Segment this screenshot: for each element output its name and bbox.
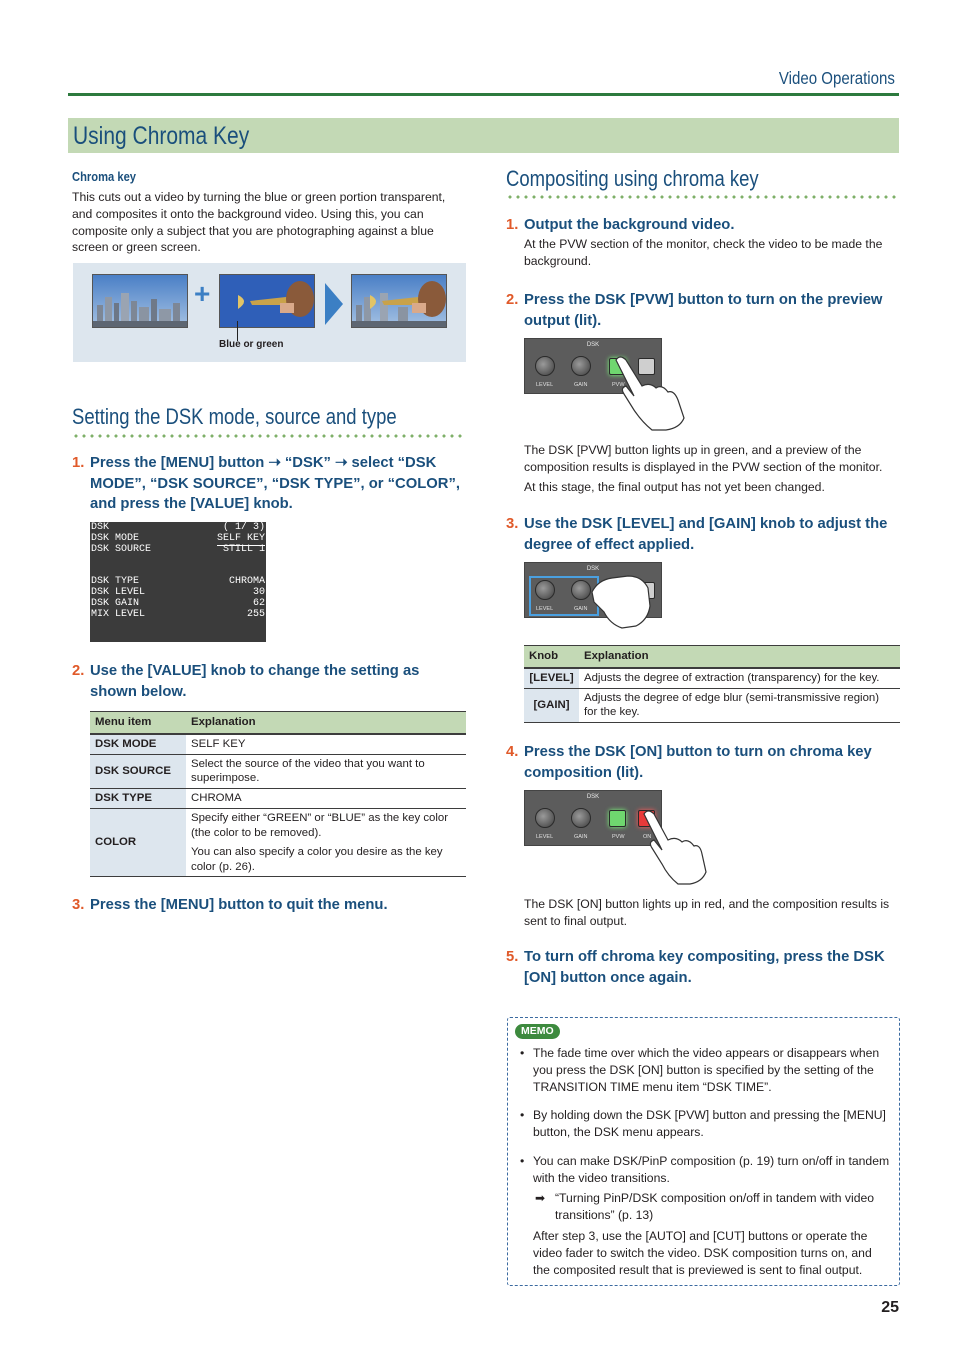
level-label: LEVEL xyxy=(536,606,554,612)
memo-text: You can make DSK/PinP composition (p. 19) turn on/off in tandem with the video transitions. xyxy=(533,1154,890,1185)
knob-cell: [GAIN] xyxy=(524,688,579,723)
table-header: Explanation xyxy=(579,646,900,668)
bullet-icon: • xyxy=(520,1154,525,1168)
table-header: Explanation xyxy=(186,712,466,734)
menu-item-cell: COLOR xyxy=(90,809,186,877)
right-step-2 xyxy=(506,290,900,331)
chroma-key-heading: Chroma key xyxy=(72,169,137,184)
lcd-menu-screen xyxy=(90,522,266,642)
compositing-section-heading: Compositing using chroma key xyxy=(506,166,759,191)
table-row xyxy=(524,668,900,688)
step-number: 4. xyxy=(506,744,519,760)
table-row xyxy=(90,789,466,809)
step-number: 1. xyxy=(506,217,519,233)
explanation-text: You can also specify a color you desire as the key color (p. 26). xyxy=(191,845,443,873)
knob-cell: [LEVEL] xyxy=(524,668,579,688)
title-bar xyxy=(68,118,899,153)
explanation-cell: CHROMA xyxy=(186,789,466,809)
right-step-1 xyxy=(506,215,900,236)
step-text: Use the DSK [LEVEL] and [GAIN] knob to adjust the degree of effect applied. xyxy=(524,516,888,553)
panel-title: DSK xyxy=(586,794,600,800)
panel-title: DSK xyxy=(586,342,600,348)
step-body: At this stage, the final output has not yet been changed. xyxy=(524,480,825,494)
explanation-text: Specify either “GREEN” or “BLUE” as the key color (the color to be removed). xyxy=(191,812,449,839)
bluescreen-trumpet-image xyxy=(219,274,315,328)
section-label: Video Operations xyxy=(778,68,895,88)
step-text: Use the [VALUE] knob to change the setting as shown below. xyxy=(90,663,420,700)
memo-item xyxy=(520,1107,890,1141)
level-label: LEVEL xyxy=(536,382,554,388)
gain-knob xyxy=(571,808,591,828)
menu-settings-table xyxy=(90,711,466,877)
menu-item-cell: DSK SOURCE xyxy=(90,754,186,789)
step-number: 3. xyxy=(72,897,85,913)
step-text: Press the DSK [ON] button to turn on chroma key composition (lit). xyxy=(524,744,872,781)
explanation-cell: Adjusts the degree of extraction (transparency) for the key. xyxy=(579,668,900,688)
step-number: 2. xyxy=(72,663,85,679)
header-rule xyxy=(68,93,899,96)
panel-title: DSK xyxy=(586,566,600,572)
menu-item-cell: DSK MODE xyxy=(90,734,186,754)
left-step-1 xyxy=(72,453,466,515)
figure-caption: Blue or green xyxy=(219,339,284,350)
memo-text: After step 3, use the [AUTO] and [CUT] buttons or operate the video fader to switch the video. DSK composition turns on, and the composited result that is previewed is sent to final output. xyxy=(533,1229,872,1277)
intro-paragraph: This cuts out a video by turning the blue or green portion transparent, and composites it onto the background video. Using this, you can composite only a subject that you are photographing against a blue screen or green screen. xyxy=(72,190,446,255)
chroma-key-figure xyxy=(73,263,466,362)
explanation-cell: Adjusts the degree of edge blur (semi-transmissive region) for the key. xyxy=(579,688,900,723)
page-number: 25 xyxy=(881,1299,899,1316)
background-city-image xyxy=(92,274,188,328)
gain-label: GAIN xyxy=(574,834,588,840)
step-body: At the PVW section of the monitor, check the video to be made the background. xyxy=(524,237,883,268)
step-number: 5. xyxy=(506,949,519,965)
step-number: 1. xyxy=(72,455,85,471)
memo-box xyxy=(507,1017,900,1286)
composited-result-image xyxy=(351,274,447,328)
step-text: To turn off chroma key compositing, press the DSK [ON] button once again. xyxy=(524,949,885,986)
step-number: 3. xyxy=(506,516,519,532)
knob-table xyxy=(524,645,900,723)
pressing-hand-icon xyxy=(604,352,688,432)
pvw-button xyxy=(609,810,626,827)
dotted-divider xyxy=(72,434,466,438)
lcd-row: DSK SOURCE STILL 1 xyxy=(91,544,265,555)
on-label: ON xyxy=(643,834,652,840)
step-text: Press the DSK [PVW] button to turn on the preview output (lit). xyxy=(524,292,883,329)
level-label: LEVEL xyxy=(536,834,554,840)
step-text: Press the [MENU] button to quit the menu. xyxy=(90,897,388,913)
memo-item xyxy=(520,1153,890,1187)
table-row xyxy=(524,688,900,723)
memo-badge: MEMO xyxy=(515,1024,560,1039)
pvw-label: PVW xyxy=(612,834,625,840)
lcd-row: DSK MODE SELF KEY xyxy=(91,533,265,544)
explanation-cell: SELF KEY xyxy=(186,734,466,754)
explanation-cell xyxy=(186,809,466,877)
bullet-icon: • xyxy=(520,1046,525,1060)
gain-knob xyxy=(571,356,591,376)
step-number: 2. xyxy=(506,292,519,308)
dsk-section-heading: Setting the DSK mode, source and type xyxy=(72,404,397,429)
step-text: Output the background video. xyxy=(524,217,735,233)
gain-label: GAIN xyxy=(574,382,588,388)
reference-text: “Turning PinP/DSK composition on/off in tandem with video transitions” (p. 13) xyxy=(555,1191,875,1222)
table-row xyxy=(90,809,466,877)
pvw-label: PVW xyxy=(612,382,625,388)
arrow-right-icon: ➡ xyxy=(535,1191,546,1205)
left-step-2 xyxy=(72,661,466,702)
lcd-row: MIX LEVEL 255 xyxy=(91,609,265,620)
lcd-row: DSK TYPE CHROMA xyxy=(91,576,265,587)
pressing-hand-icon xyxy=(634,806,708,886)
memo-item xyxy=(520,1045,890,1095)
level-knob xyxy=(535,808,555,828)
right-step-3 xyxy=(506,514,900,555)
arrow-right-icon xyxy=(325,283,343,325)
dotted-divider xyxy=(506,195,900,199)
level-knob xyxy=(535,580,555,600)
level-knob xyxy=(535,356,555,376)
plus-icon: + xyxy=(194,278,211,309)
table-row xyxy=(90,734,466,754)
right-step-5 xyxy=(506,947,900,988)
table-header: Knob xyxy=(524,646,579,668)
left-step-3 xyxy=(72,895,466,916)
lcd-row: DSK ( 1/ 3) xyxy=(91,522,265,533)
menu-item-cell: DSK TYPE xyxy=(90,789,186,809)
step-body: The DSK [PVW] button lights up in green, and a preview of the composition results is displayed in the PVW section of the monitor. xyxy=(524,443,883,474)
lcd-row: DSK LEVEL 30 xyxy=(91,587,265,598)
step-body: The DSK [ON] button lights up in red, and the composition results is sent to final output. xyxy=(524,897,890,928)
reference-link[interactable] xyxy=(535,1190,890,1224)
memo-text: By holding down the DSK [PVW] button and pressing the [MENU] button, the DSK menu appears. xyxy=(533,1108,886,1139)
right-step-4 xyxy=(506,742,900,783)
memo-text: The fade time over which the video appears or disappears when you press the DSK [ON] button is specified by the setting of the TRANSITION TIME menu item “DSK TIME”. xyxy=(533,1046,880,1094)
step-text: Press the [MENU] button ➝ “DSK” ➝ select “DSK MODE”, “DSK SOURCE”, “DSK TYPE”, or “COLOR”, and press the [VALUE] knob. xyxy=(90,455,460,513)
table-row xyxy=(90,754,466,789)
table-header: Menu item xyxy=(90,712,186,734)
explanation-cell: Select the source of the video that you want to superimpose. xyxy=(186,754,466,789)
page-title: Using Chroma Key xyxy=(73,122,250,150)
turning-hand-icon xyxy=(588,572,654,632)
lcd-row: DSK GAIN 62 xyxy=(91,598,265,609)
bullet-icon: • xyxy=(520,1108,525,1122)
gain-label: GAIN xyxy=(574,606,588,612)
